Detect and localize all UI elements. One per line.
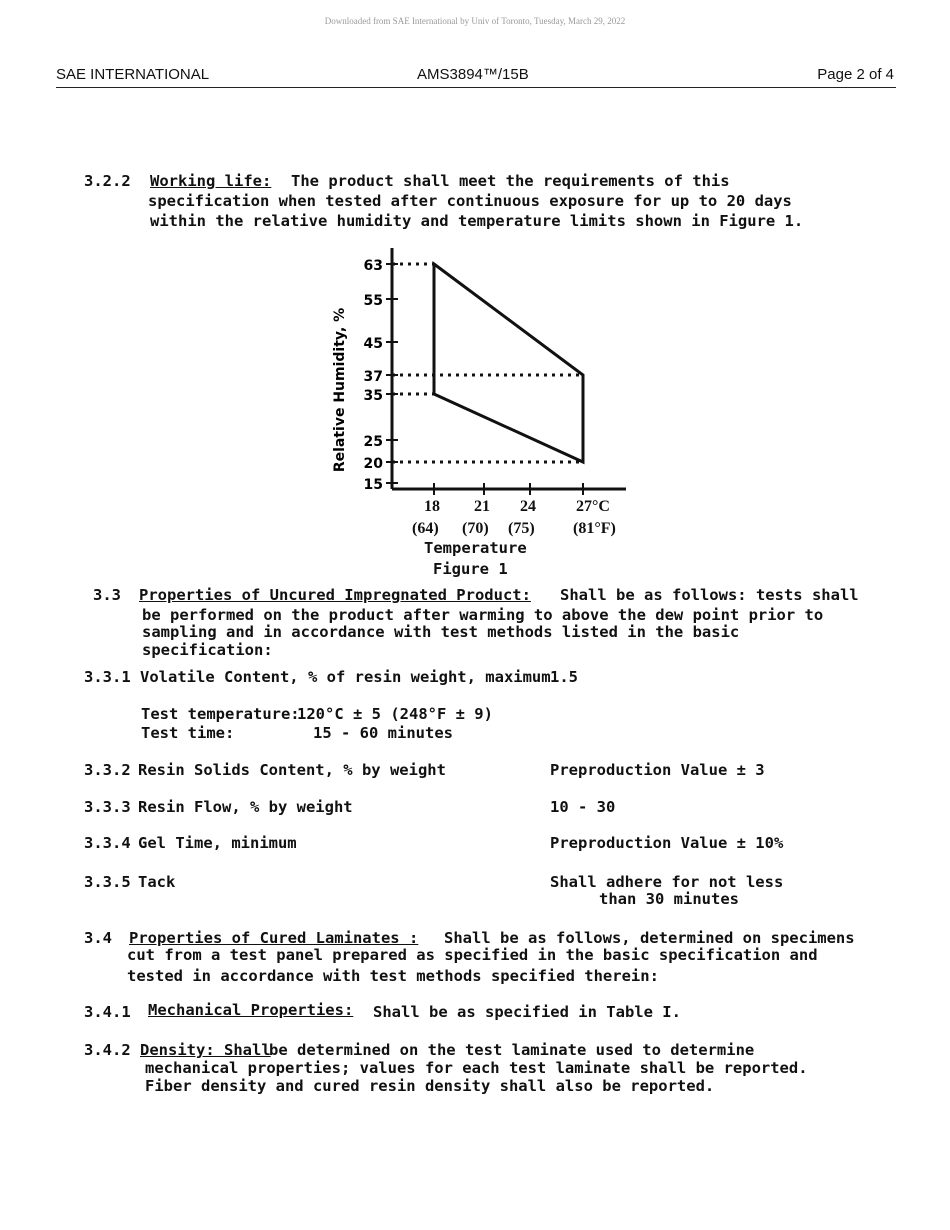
x-tick-label-f-2: (75): [508, 520, 535, 537]
x-tick-label-f-0: (64): [412, 520, 439, 537]
section-3-3-title: Properties of Uncured Impregnated Product:: [139, 586, 531, 604]
test-time-value: 15 - 60 minutes: [313, 724, 453, 742]
section-3-4-1-text: Shall be as specified in Table I.: [373, 1003, 681, 1021]
y-tick-label: 15: [363, 477, 383, 493]
section-3-2-2-line-3: within the relative humidity and temperature limits shown in Figure 1.: [150, 212, 804, 230]
section-3-3-line-1: Shall be as follows: tests shall: [560, 586, 859, 604]
requirement-text: Resin Flow, % by weight: [138, 798, 353, 816]
section-3-4-title: Properties of Cured Laminates :: [129, 929, 419, 947]
header-org: SAE INTERNATIONAL: [56, 66, 210, 83]
section-3-3-1-number: 3.3.1: [84, 668, 131, 686]
y-tick-label: 55: [363, 293, 383, 309]
requirement-number: 3.3.5: [84, 873, 131, 891]
y-tick-label: 20: [363, 456, 383, 472]
test-temperature-value: 120°C ± 5 (248°F ± 9): [297, 705, 493, 723]
y-tick-label: 25: [363, 434, 383, 450]
x-tick-label-c-2: 24: [520, 498, 536, 515]
x-tick-label-f-3: (81°F): [573, 520, 616, 537]
section-3-4-1-number: 3.4.1: [84, 1003, 131, 1021]
requirement-text: Gel Time, minimum: [138, 834, 297, 852]
section-3-4-2-number: 3.4.2: [84, 1041, 131, 1059]
section-3-4-line-1: Shall be as follows, determined on specimens: [444, 929, 855, 947]
download-note: Downloaded from SAE International by Univ of Toronto, Tuesday, March 29, 2022: [324, 16, 626, 26]
requirement-number: 3.3.2: [84, 761, 131, 779]
section-3-2-2-number: 3.2.2: [84, 172, 131, 190]
section-3-3-line-3: sampling and in accordance with test methods listed in the basic: [142, 623, 740, 641]
section-3-4-2-title: Density: Shall: [140, 1041, 271, 1059]
section-3-3-number: 3.3: [93, 586, 121, 604]
section-3-4-2-line-2: mechanical properties; values for each test laminate shall be reported.: [145, 1059, 808, 1077]
section-3-3-line-4: specification:: [142, 641, 273, 659]
requirement-text: Tack: [138, 873, 176, 891]
section-3-4-line-3: tested in accordance with test methods specified therein:: [127, 967, 659, 985]
x-tick-label-f-1: (70): [462, 520, 489, 537]
humidity-temperature-limit-region: [434, 264, 583, 462]
section-3-2-2-line-1: The product shall meet the requirements of this: [291, 172, 730, 190]
section-3-4-line-2: cut from a test panel prepared as specified in the basic specification and: [127, 946, 818, 964]
y-tick-label: 63: [363, 258, 383, 274]
section-3-4-2-line-3: Fiber density and cured resin density shall also be reported.: [145, 1077, 715, 1095]
requirement-value: Shall adhere for not less: [550, 873, 784, 891]
requirement-text: Resin Solids Content, % by weight: [138, 761, 446, 779]
requirement-value-continued: than 30 minutes: [599, 890, 739, 908]
requirement-number: 3.3.4: [84, 834, 131, 852]
x-tick-label-c-1: 21: [474, 498, 490, 515]
requirement-value: 10 - 30: [550, 798, 616, 816]
section-3-3-1-text: Volatile Content, % of resin weight, maximum: [140, 668, 551, 686]
y-tick-label: 35: [363, 388, 383, 404]
requirement-value: Preproduction Value ± 10%: [550, 834, 784, 852]
section-3-4-1-title: Mechanical Properties:: [148, 1001, 354, 1019]
y-axis-label: Relative Humidity, %: [332, 307, 348, 473]
section-3-2-2-title: Working life:: [150, 172, 272, 190]
section-3-4-2-line-1: be determined on the test laminate used to determine: [269, 1041, 755, 1059]
dotted-guide-lines: [392, 264, 583, 462]
section-3-3-1-value: 1.5: [550, 668, 578, 686]
y-tick-label: 45: [363, 336, 383, 352]
requirement-number: 3.3.3: [84, 798, 131, 816]
header-doc-id: AMS3894™/15B: [417, 66, 529, 83]
test-temperature-label: Test temperature:: [141, 705, 300, 723]
test-time-label: Test time:: [141, 724, 235, 742]
x-tick-label-c-3: 27°C: [576, 498, 610, 515]
section-3-4-number: 3.4: [84, 929, 112, 947]
x-tick-label-c-0: 18: [424, 498, 440, 515]
x-axis-label: Temperature: [424, 539, 527, 557]
section-3-3-line-2: be performed on the product after warming to above the dew point prior to: [142, 606, 824, 624]
header-page-number: Page 2 of 4: [817, 66, 894, 83]
figure-caption: Figure 1: [433, 560, 508, 578]
y-tick-label: 37: [363, 369, 383, 385]
requirement-value: Preproduction Value ± 3: [550, 761, 765, 779]
section-3-2-2-line-2: specification when tested after continuous exposure for up to 20 days: [148, 192, 792, 210]
